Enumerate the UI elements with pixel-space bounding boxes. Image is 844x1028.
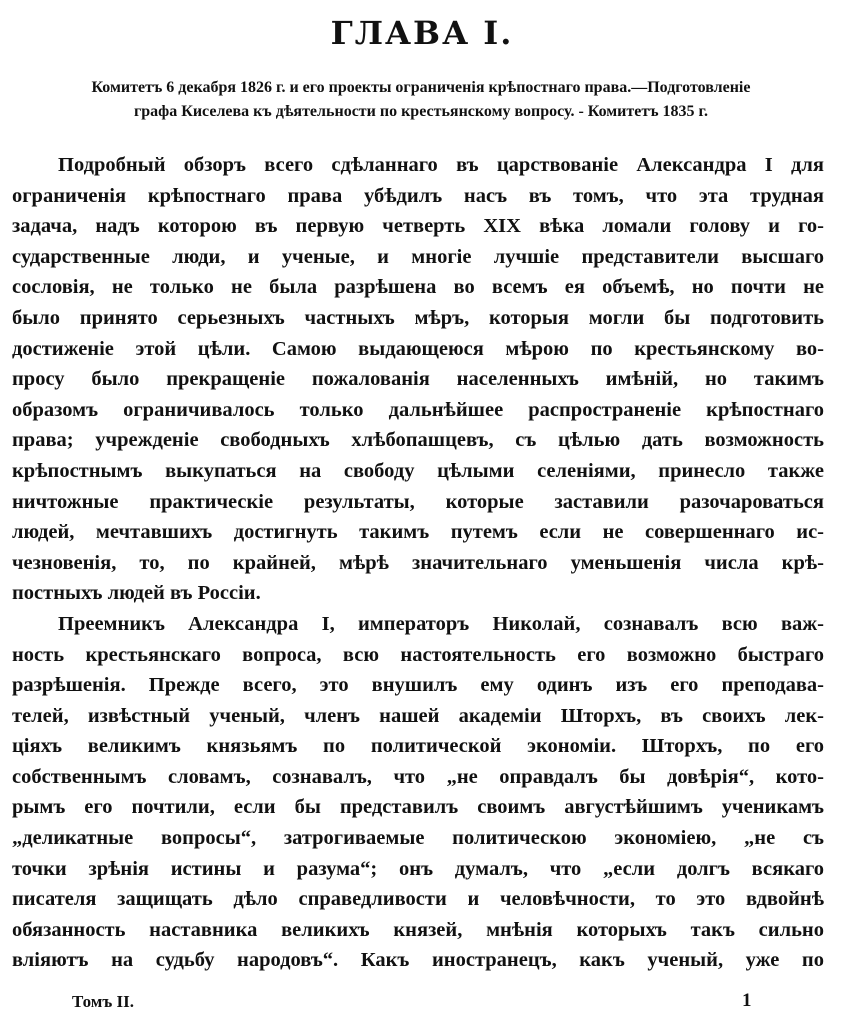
- summary-line: графа Киселева къ дѣятельности по крестьянскому вопросу. - Комитетъ 1835 г.: [134, 103, 708, 120]
- summary-line: Комитетъ 6 декабря 1826 г. и его проекты ограниченія крѣпостнаго права.—Подготовленіе: [91, 79, 751, 96]
- text-line: крѣпостнымъ выкупаться на свободу цѣлыми селеніями, принесло также: [12, 459, 824, 482]
- text-line: Подробный обзоръ всего сдѣланнаго въ царствованіе Александра I для: [58, 154, 824, 176]
- text-line: ничтожные практическіе результаты, которые заставили разочароваться: [12, 490, 824, 513]
- volume-label: Томъ II.: [72, 992, 134, 1011]
- text-line: права; учрежденіе свободныхъ хлѣбопашцевъ, съ цѣлью дать возможность: [12, 429, 824, 452]
- text-line: ность крестьянскаго вопроса, всю настоятельность его возможно быстраго: [12, 643, 824, 666]
- chapter-title: ГЛАВА I.: [330, 14, 514, 52]
- text-line: образомъ ограничивалось только дальнѣйшее распространеніе крѣпостнаго: [12, 398, 824, 421]
- text-line: ціяхъ великимъ князьямъ по политической экономіи. Шторхъ, по его: [12, 735, 824, 758]
- text-line: разрѣшенія. Прежде всего, это внушилъ ему одинъ изъ его преподава-: [12, 674, 824, 697]
- text-line: рымъ его почтили, если бы представилъ своимъ августѣйшимъ ученикамъ: [12, 796, 824, 819]
- text-line: чезновенія, то, по крайней, мѣрѣ значительнаго уменьшенія числа крѣ-: [12, 551, 824, 574]
- text-line: ограниченія крѣпостнаго права убѣдилъ насъ въ томъ, что эта трудная: [12, 184, 824, 207]
- text-line: писателя защищать дѣло справедливости и человѣчности, то это вдвойнѣ: [12, 888, 824, 911]
- chapter-summary: [12, 76, 830, 124]
- text-line: вліяютъ на судьбу народовъ“. Какъ иностранецъ, какъ ученый, уже по: [12, 949, 824, 972]
- text-line: было принято серьезныхъ частныхъ мѣръ, которыя могли бы подготовить: [12, 306, 824, 329]
- text-line: телей, извѣстный ученый, членъ нашей академіи Шторхъ, въ своихъ лек-: [12, 704, 824, 727]
- text-line: обязанность наставника великихъ князей, мнѣнія которыхъ такъ сильно: [12, 918, 824, 941]
- text-line: сударственные люди, и ученые, и многіе лучшіе представители высшаго: [12, 245, 824, 268]
- text-line: постныхъ людей въ Россіи.: [12, 582, 261, 605]
- text-line: Преемникъ Александра I, императоръ Николай, сознавалъ всю важ-: [58, 612, 824, 635]
- page-number: 1: [742, 990, 752, 1011]
- text-line: „деликатные вопросы“, затрогиваемые политическою экономіею, „не съ: [12, 827, 824, 850]
- text-line: людей, мечтавшихъ достигнуть такимъ путемъ если не совершеннаго ис-: [12, 521, 824, 544]
- text-line: достиженіе этой цѣли. Самою выдающеюся мѣрою по крестьянскому во-: [12, 337, 824, 360]
- text-line: задача, надъ которою въ первую четверть XIX вѣка ломали голову и го-: [12, 215, 824, 238]
- text-line: собственнымъ словамъ, сознавалъ, что „не оправдалъ бы довѣрія“, кото-: [12, 765, 824, 788]
- text-line: точки зрѣнія истины и разума“; онъ думалъ, что „если долгъ всякаго: [12, 857, 824, 880]
- text-line: сословія, не только не была разрѣшена во всемъ ея объемѣ, но почти не: [12, 276, 824, 299]
- text-line: просу было прекращеніе пожалованія населенныхъ имѣній, но такимъ: [12, 368, 824, 391]
- body-text: [12, 150, 824, 976]
